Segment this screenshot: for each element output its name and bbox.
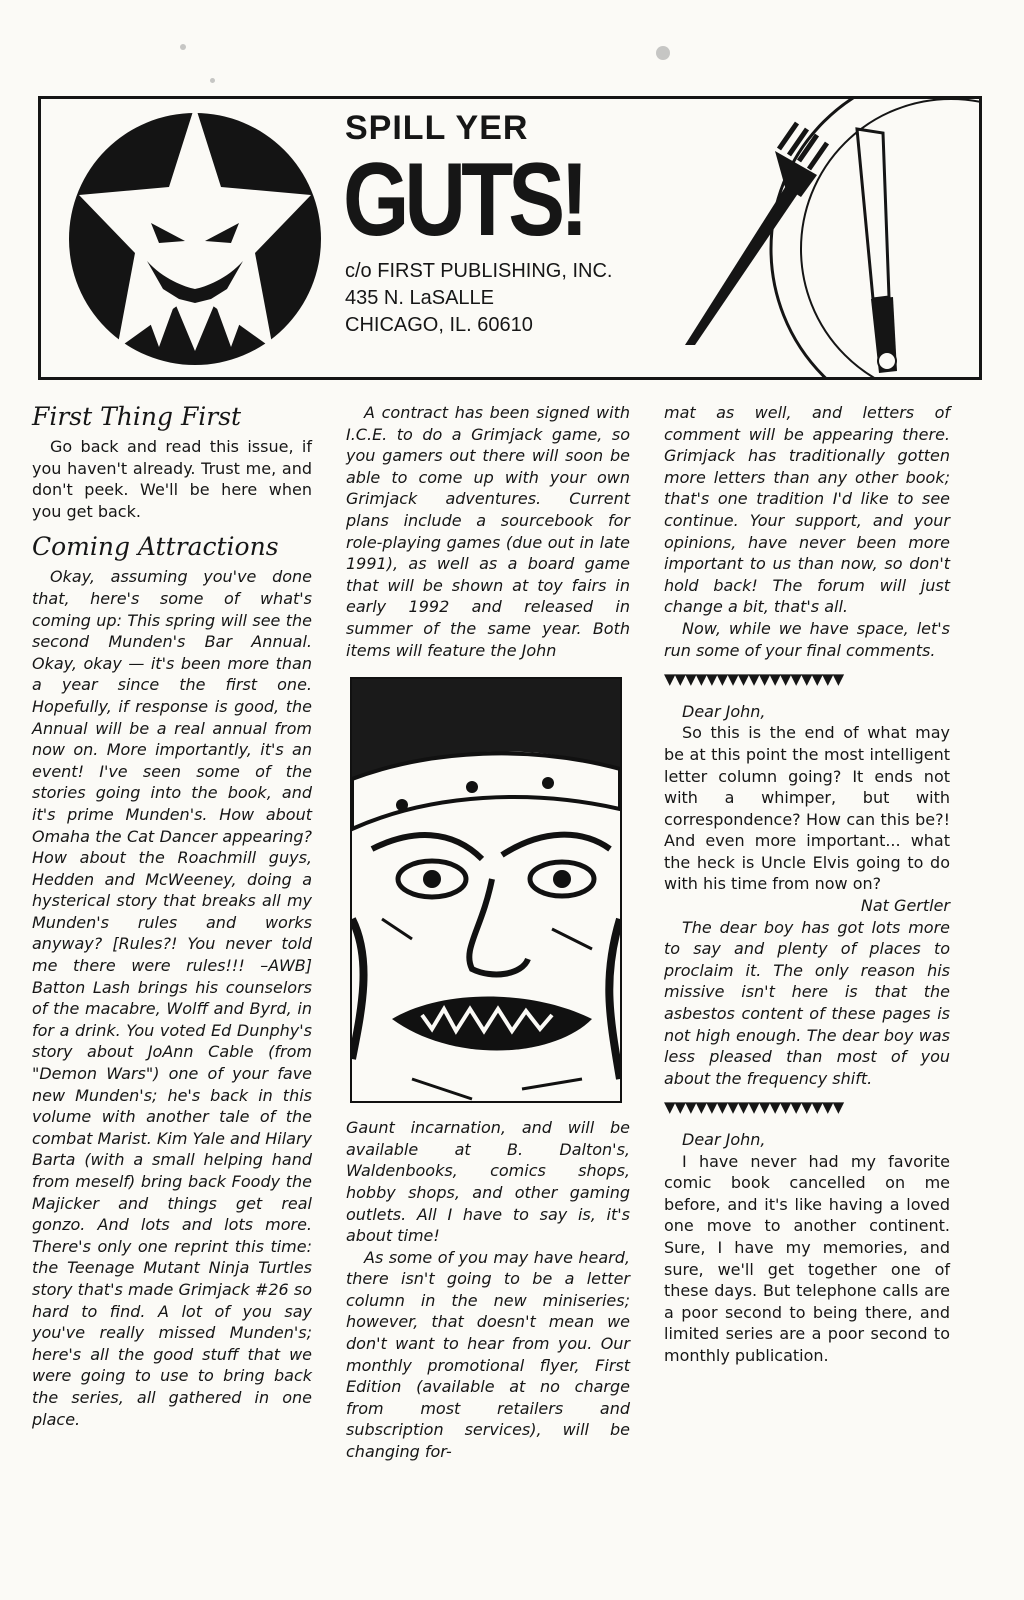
- letter-body: So this is the end of what may be at this point the most intelligent letter column going? It ends not with a whimper, but with correspondence? How can this be?! And even more important... what the heck is Uncle Elvis going to do with his time from now on?: [664, 723, 950, 894]
- address-line: c/o FIRST PUBLISHING, INC.: [345, 259, 613, 282]
- contract-paragraph: A contract has been signed with I.C.E. to do a Grimjack game, so you gamers out there will soon be able to come up with your own Grimjack adventures. Current plans include a sourcebook for role-playing games (due out in late 1991), as well as a board game that will be shown at toy fairs in early 1992 and released in summer of the same year. Both items will feature the John: [346, 403, 630, 660]
- letter-salutation: Dear John,: [682, 1130, 766, 1149]
- address-line: CHICAGO, IL. 60610: [345, 313, 533, 336]
- title-spill: SPILL YER: [345, 109, 529, 147]
- star-skull-logo: [59, 103, 331, 375]
- letter-body: I have never had my favorite comic book cancelled on me before, and it's like having a loved one move to another continent. Sure, I have my memories, and sure, we'll get together one of these days. But telephone calls are a poor second to being there, and limited series are a poor second to monthly publication.: [664, 1151, 950, 1365]
- grimjack-face-illustration: [352, 679, 620, 1101]
- letter-signature: Nat Gertler: [860, 896, 950, 916]
- heading-first-thing: First Thing First: [32, 402, 242, 431]
- coming-attractions-paragraph: Okay, assuming you've done that, here's some of what's coming up: This spring will see the second Munden's Bar Annual. Okay, okay — it's been more than a year since the first one. Hopefully, if response is good, the Annual will be a real annual from now on. More importantly, it's an event! I've seen some of the stories going into the book, and it's prime Munden's. How about Omaha the Cat Dancer appearing? How about the Roachmill guys, Hedden and McWeeney, doing a hysterical story that breaks all my Munden's rules and works anyway? [Rules?! You never told me there were rules!!! –AWB] Batton Lash brings his counselors of the macabre, Wolff and Byrd, in for a drink. You voted Ed Dunphy's story about JoAnn Cable (from "Demon Wars") one of your fave new Munden's; he's back in this volume with another tale of the combat Marist. Kim Yale and Hilary Barta (with a small helping hand from meself) bring back Foody the Majicker and things get real gonzo. And lots and lots more. There's only one reprint this time: the Teenage Mutant Ninja Turtles story that's made Grimjack #26 so hard to find. A lot of you say you've really missed Munden's; here's all the good stuff that we were going to use to bring back the series, all gathered in one place.: [32, 567, 312, 1429]
- column-header: [38, 96, 982, 380]
- triangle-divider: ▼▼▼▼▼▼▼▼▼▼▼▼▼▼▼▼▼: [664, 1098, 844, 1117]
- mailing-address: [345, 258, 641, 339]
- plate-fork-knife-illustration: [651, 99, 981, 377]
- address-line: 435 N. LaSALLE: [345, 286, 494, 309]
- letters-note-paragraph: As some of you may have heard, there isn't going to be a letter column in the new miniseries; however, that doesn't mean we don't want to hear from you. Our monthly promotional flyer, First Edition (available at no charge from most retailers and subscription services), will be changing for-: [346, 1247, 630, 1462]
- editor-reply: The dear boy has got lots more to say and plenty of places to proclaim it. The only reason his missive isn't here is that the asbestos content of these pages is not high enough. The dear boy was less pleased than most of you about the frequency shift.: [664, 917, 950, 1088]
- letter-salutation: Dear John,: [682, 701, 766, 721]
- triangle-divider: ▼▼▼▼▼▼▼▼▼▼▼▼▼▼▼▼▼: [664, 670, 844, 689]
- ink-splatter: [656, 46, 670, 60]
- space-paragraph: Now, while we have space, let's run some of your final comments.: [664, 618, 950, 660]
- format-paragraph: mat as well, and letters of comment will be appearing there. Grimjack has traditionally gotten more letters than any other book; that's one tradition I'd like to see continue. Your support, and your opinions, have never been more important to us than now, so don't hold back! The forum will just change a bit, that's all.: [664, 403, 950, 617]
- heading-coming-attractions: Coming Attractions: [32, 532, 279, 562]
- gaunt-paragraph: Gaunt incarnation, and will be available at B. Dalton's, Waldenbooks, comics shops, hobby shops, and other gaming outlets. All I have to say is, it's about time!: [346, 1118, 630, 1246]
- grimjack-comic-panel: [350, 677, 622, 1103]
- title-guts: GUTS!: [343, 142, 584, 258]
- title-block: [341, 111, 641, 339]
- ink-splatter: [180, 44, 186, 50]
- column-right: [664, 402, 950, 1367]
- column-left: [32, 402, 312, 1430]
- column-middle: [346, 402, 630, 1463]
- first-thing-paragraph: Go back and read this issue, if you haven't already. Trust me, and don't peek. We'll be here when you get back.: [32, 437, 312, 521]
- ink-splatter: [210, 78, 215, 83]
